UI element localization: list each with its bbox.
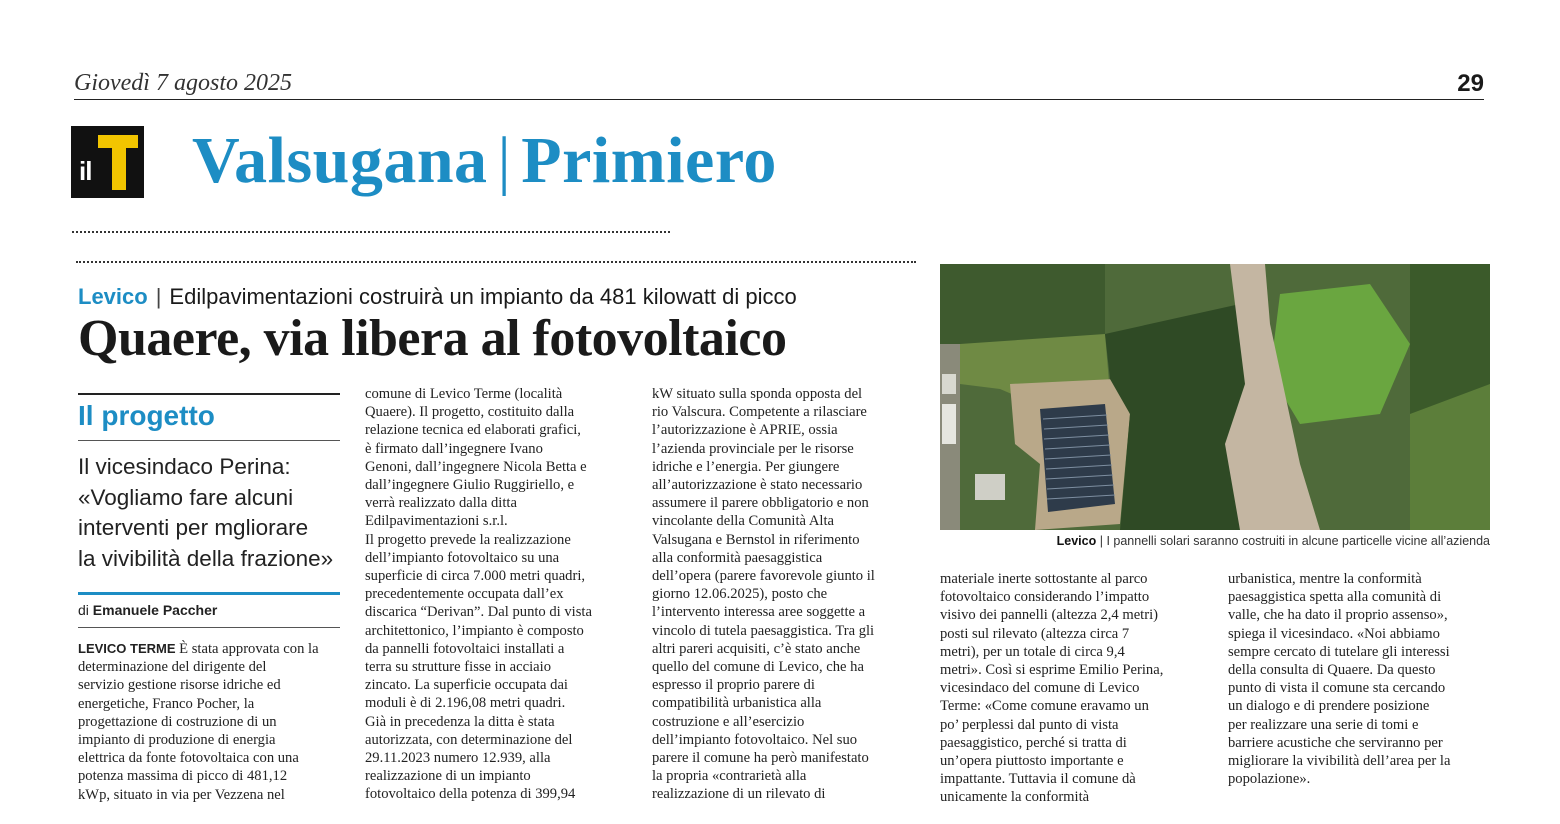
kicker-text: Edilpavimentazioni costruirà un impianto da 481 kilowatt di picco bbox=[169, 284, 797, 309]
caption-text: I pannelli solari saranno costruiti in alcune particelle vicine all’azienda bbox=[1106, 534, 1490, 548]
box-quote bbox=[78, 452, 353, 574]
section-divider-dotted bbox=[72, 231, 670, 233]
box-quote-line: Il vicesindaco Perina: bbox=[78, 454, 291, 479]
column-line: comune di Levico Terme (località bbox=[365, 386, 563, 402]
column-line: superficie di circa 7.000 metri quadri, bbox=[365, 568, 586, 585]
column-line: dall’ingegnere Giulio Ruggiriello, e bbox=[365, 477, 575, 494]
column-line: paesaggistico, perché si tratta di bbox=[940, 734, 1127, 751]
column-line: altri pareri acquisiti, c’è stato anche bbox=[652, 640, 861, 657]
article-divider-dotted bbox=[76, 261, 916, 263]
column-line: impianto di produzione di energia bbox=[78, 732, 276, 749]
column-line: impattante. Tuttavia il comune dà bbox=[940, 771, 1136, 788]
column-line: fotovoltaico considerando l’impatto bbox=[940, 589, 1150, 606]
column-line: materiale inerte sottostante al parco bbox=[940, 571, 1148, 587]
column-line: unicamente la conformità bbox=[940, 789, 1090, 806]
column-line: realizzazione di un rilevato di bbox=[652, 786, 826, 803]
column-line: barriere acustiche che serviranno per bbox=[1228, 734, 1443, 751]
column-line: urbanistica, mentre la conformità bbox=[1228, 571, 1422, 587]
column-line: la propria «contrarietà alla bbox=[652, 768, 807, 785]
column-line: un’opera piuttosto importante e bbox=[940, 753, 1124, 770]
byline bbox=[78, 602, 217, 618]
column-line: architettonico, l’impianto è composto bbox=[365, 622, 584, 639]
column-line: Il progetto prevede la realizzazione bbox=[365, 531, 571, 548]
column-line: verrà realizzato dalla ditta bbox=[365, 495, 517, 512]
article-column-5 bbox=[1228, 570, 1450, 788]
section-name-valsugana: Valsugana bbox=[192, 124, 488, 197]
section-title bbox=[192, 124, 777, 197]
dateline: LEVICO TERME bbox=[78, 641, 176, 656]
header-rule bbox=[74, 99, 1484, 100]
box-rule-accent bbox=[78, 592, 340, 595]
column-line: punto di vista il comune sta cercando bbox=[1228, 680, 1446, 697]
column-line: Edilpavimentazioni s.r.l. bbox=[365, 513, 508, 530]
column-line: quello del comune di Levico, che ha bbox=[652, 659, 864, 676]
issue-date: Giovedì 7 agosto 2025 bbox=[74, 70, 292, 96]
byline-rule bbox=[78, 627, 340, 628]
column-line: della consulta di Quaere. Da questo bbox=[1228, 662, 1436, 679]
column-line: vicesindaco del comune di Levico bbox=[940, 680, 1140, 697]
column-line: per realizzare una serie di tomi e bbox=[1228, 716, 1419, 733]
page-number: 29 bbox=[1457, 70, 1484, 97]
article-column-3 bbox=[652, 385, 875, 804]
box-quote-line: «Vogliamo fare alcuni bbox=[78, 484, 294, 510]
column-line: terra su strutture fisse in acciaio bbox=[365, 659, 551, 676]
logo-text: il bbox=[79, 156, 92, 186]
column-line: giorno 12.06.2025), posto che bbox=[652, 586, 828, 603]
box-title: Il progetto bbox=[78, 400, 215, 431]
column-line: po’ perplessi dal punto di vista bbox=[940, 716, 1119, 733]
column-line: energetiche, Franco Pocher, la bbox=[78, 695, 255, 712]
photo-caption bbox=[940, 534, 1490, 548]
column-line: rio Valscura. Competente a rilasciare bbox=[652, 404, 867, 421]
column-line: È stata approvata con la bbox=[175, 641, 319, 657]
column-line: alla conformità paesaggistica bbox=[652, 549, 823, 566]
column-line: sempre cercato di tutelare gli interessi bbox=[1228, 643, 1450, 660]
column-line: determinazione del dirigente del bbox=[78, 659, 267, 676]
column-line: parere il comune ha però manifestato bbox=[652, 750, 869, 767]
column-line: 29.11.2023 numero 12.939, alla bbox=[365, 750, 551, 767]
column-line: popolazione». bbox=[1228, 771, 1311, 788]
column-line: Già in precedenza la ditta è stata bbox=[365, 713, 555, 730]
column-line: idriche e l’energia. Per giungere bbox=[652, 458, 840, 475]
column-line: è firmato dall’ingegnere Ivano bbox=[365, 440, 543, 457]
aerial-photo bbox=[940, 264, 1490, 530]
newspaper-logo bbox=[71, 126, 144, 198]
column-line: Quaere). Il progetto, costituito dalla bbox=[365, 404, 575, 421]
column-line: dell’impianto fotovoltaico su una bbox=[365, 549, 560, 566]
box-quote-line: la vivibilità della frazione» bbox=[78, 545, 334, 571]
column-line: visivo dei pannelli (altezza 2,4 metri) bbox=[940, 607, 1159, 624]
byline-prefix: di bbox=[78, 602, 89, 618]
column-line: l’intervento interessa aree soggette a bbox=[652, 604, 866, 621]
column-line: dell’impianto fotovoltaico. Nel suo bbox=[652, 731, 858, 748]
column-line: Terme: «Come comune eravamo un bbox=[940, 698, 1149, 715]
column-line: l’autorizzazione è APRIE, ossia bbox=[652, 422, 838, 439]
column-line: realizzazione di un impianto bbox=[365, 768, 531, 785]
column-line: compatibilità urbanistica alla bbox=[652, 695, 822, 712]
article-column-2 bbox=[365, 385, 592, 804]
column-line: autorizzata, con determinazione del bbox=[365, 731, 573, 748]
column-line: spiega il vicesindaco. «Noi abbiamo bbox=[1228, 625, 1440, 642]
column-line: progettazione di costruzione di un bbox=[78, 713, 277, 730]
column-line: Valsugana e Bernstol in riferimento bbox=[652, 531, 860, 548]
column-line: kWp, situato in via per Vezzena nel bbox=[78, 786, 285, 803]
box-rule-top bbox=[78, 393, 340, 395]
caption-location: Levico bbox=[1056, 534, 1097, 548]
column-line: migliorare la vivibilità dell’area per la bbox=[1228, 753, 1451, 770]
column-line: discarica “Derivan”. Dal punto di vista bbox=[365, 604, 592, 621]
column-line: relazione tecnica ed elaborati grafici, bbox=[365, 422, 581, 439]
column-line: vincolante della Comunità Alta bbox=[652, 513, 834, 530]
article-column-4 bbox=[940, 570, 1163, 807]
column-line: zincato. La superficie occupata dai bbox=[365, 677, 568, 694]
box-rule bbox=[78, 440, 340, 441]
column-line: Genoni, dall’ingegnere Nicola Betta e bbox=[365, 458, 587, 475]
column-line: kW situato sulla sponda opposta del bbox=[652, 386, 863, 402]
column-line: precedentemente occupata dall’ex bbox=[365, 586, 564, 603]
column-line: un dialogo e di prendere posizione bbox=[1228, 698, 1430, 715]
section-name-primiero: Primiero bbox=[521, 124, 777, 197]
column-line: assumere il parere obbligatorio e non bbox=[652, 495, 869, 512]
column-line: dell’opera (parere favorevole giunto il bbox=[652, 568, 875, 585]
section-separator: | bbox=[497, 124, 512, 197]
column-line: posti sul rilevato (altezza circa 7 bbox=[940, 625, 1130, 642]
column-line: metri), per un totale di circa 9,4 bbox=[940, 643, 1125, 660]
column-line: fotovoltaico della potenza di 399,94 bbox=[365, 786, 576, 803]
column-line: metri». Così si esprime Emilio Perina, bbox=[940, 662, 1164, 679]
column-line: paesaggistica spetta alla comunità di bbox=[1228, 589, 1442, 606]
box-quote-line: interventi per mgliorare bbox=[78, 515, 309, 541]
column-line: potenza massima di picco di 481,12 bbox=[78, 768, 288, 785]
kicker-location: Levico bbox=[78, 284, 148, 309]
column-line: elettrica da fonte fotovoltaica con una bbox=[78, 750, 299, 767]
column-line: servizio gestione risorse idriche ed bbox=[78, 677, 281, 694]
article-column-1 bbox=[78, 640, 319, 804]
byline-author: Emanuele Paccher bbox=[92, 602, 218, 618]
column-line: moduli è di 2.196,08 metri quadri. bbox=[365, 695, 566, 712]
kicker-separator: | bbox=[155, 284, 162, 309]
article-headline: Quaere, via libera al fotovoltaico bbox=[78, 310, 787, 367]
column-line: vincolo di tutela paesaggistica. Tra gli bbox=[652, 622, 875, 639]
column-line: espresso il proprio parere di bbox=[652, 677, 815, 694]
column-line: costruzione e all’esercizio bbox=[652, 713, 805, 730]
column-line: all’autorizzazione è stato necessario bbox=[652, 477, 863, 494]
column-line: l’azienda provinciale per le risorse bbox=[652, 440, 854, 457]
article-kicker bbox=[78, 284, 797, 310]
column-line: valle, che ha dato il proprio assenso», bbox=[1228, 607, 1448, 624]
caption-separator: | bbox=[1099, 534, 1103, 548]
column-line: da pannelli fotovoltaici installati a bbox=[365, 640, 565, 657]
